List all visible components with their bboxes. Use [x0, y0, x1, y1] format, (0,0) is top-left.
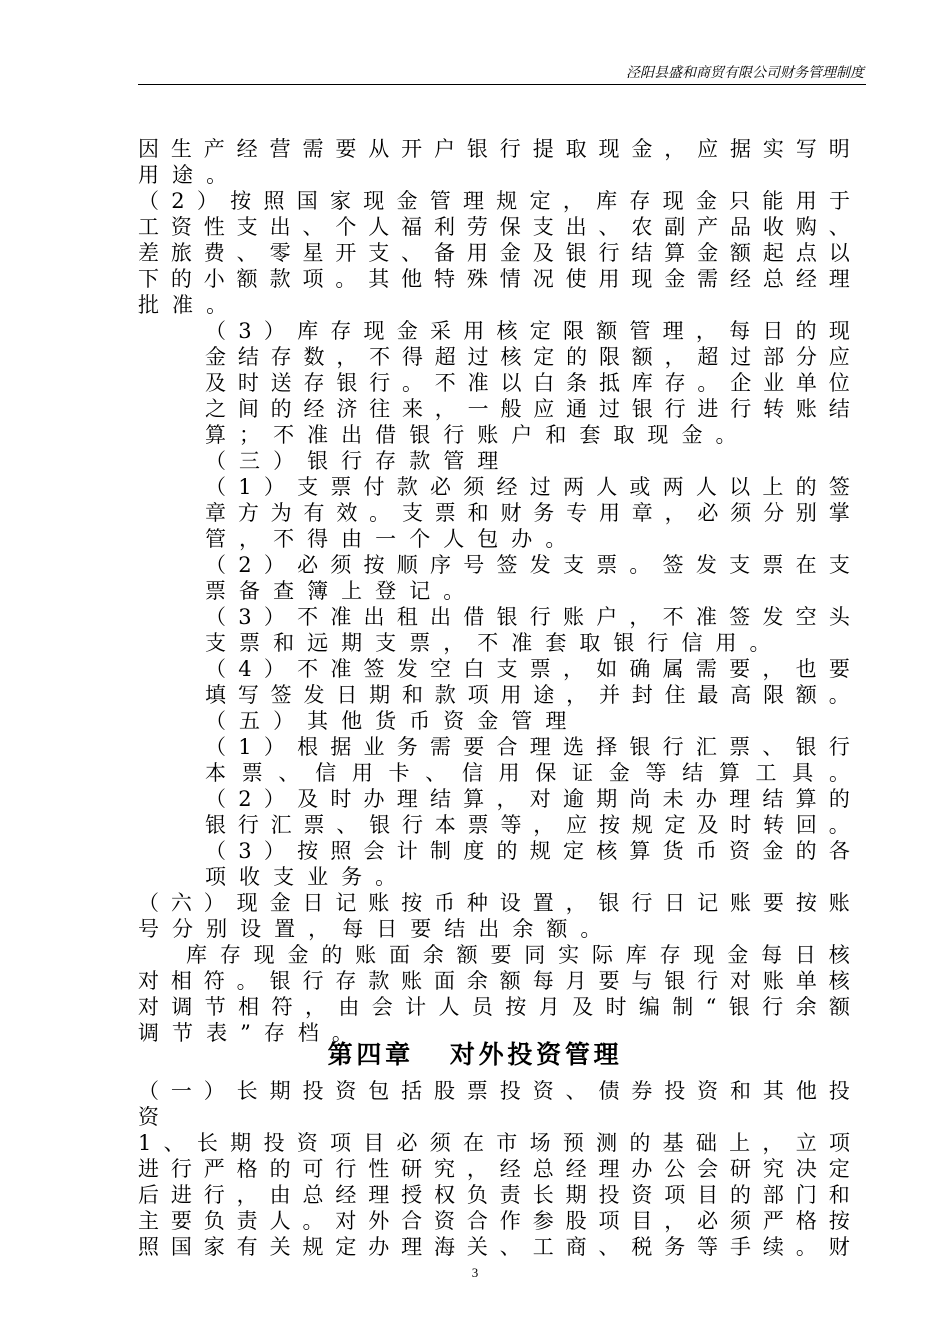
text-line: 照 国 家 有 关 规 定 办 理 海 关 、 工 商 、 税 务 等 手 续 。 财: [138, 1235, 850, 1259]
text-line: 下 的 小 额 款 项 。 其 他 特 殊 情 况 使 用 现 金 需 经 总 经 理: [138, 267, 850, 291]
text-line: （ 2 ） 及 时 办 理 结 算 ， 对 逾 期 尚 未 办 理 结 算 的: [205, 787, 850, 811]
text-line: 资: [138, 1105, 173, 1129]
text-line: 算；不准出借银行账户和套取现金。: [205, 423, 750, 447]
text-line: 填 写 签 发 日 期 和 款 项 用 途 ， 并 封 住 最 高 限 额 。: [205, 683, 850, 707]
text-line: 及 时 送 存 银 行 。 不 准 以 白 条 抵 库 存 。 企 业 单 位: [205, 371, 850, 395]
text-line: （ 1 ） 根 据 业 务 需 要 合 理 选 择 银 行 汇 票 、 银 行: [205, 735, 850, 759]
text-line: （ 4 ） 不 准 签 发 空 白 支 票 ， 如 确 属 需 要 ， 也 要: [205, 657, 850, 681]
text-line: 金 结 存 数 ， 不 得 超 过 核 定 的 限 额 ， 超 过 部 分 应: [205, 345, 850, 369]
text-line: 本 票 、 信 用 卡 、 信 用 保 证 金 等 结 算 工 具 。: [205, 761, 850, 785]
text-line: （五）其他货币资金管理: [205, 709, 580, 733]
text-line: （ 六 ） 现 金 日 记 账 按 币 种 设 置 ， 银 行 日 记 账 要 按 账: [138, 891, 850, 915]
text-line: 之 间 的 经 济 往 来 ， 一 般 应 通 过 银 行 进 行 转 账 结: [205, 397, 850, 421]
text-line: （ 2 ） 必 须 按 顺 序 号 签 发 支 票 。 签 发 支 票 在 支: [205, 553, 850, 577]
text-line: （ 1 ） 支 票 付 款 必 须 经 过 两 人 或 两 人 以 上 的 签: [205, 475, 850, 499]
text-line: 银 行 汇 票 、 银 行 本 票 等 ， 应 按 规 定 及 时 转 回 。: [205, 813, 850, 837]
chapter-label: 第四章: [327, 1040, 414, 1069]
text-line: 票备查簿上登记。: [205, 579, 478, 603]
header-title: 泾阳县盛和商贸有限公司财务管理制度: [626, 65, 864, 81]
text-line: 后 进 行 ， 由 总 经 理 授 权 负 责 长 期 投 资 项 目 的 部 门 和: [138, 1183, 850, 1207]
text-line: 管，不得由一个人包办。: [205, 527, 580, 551]
text-line: 对 调 节 相 符 ， 由 会 计 人 员 按 月 及 时 编 制 “ 银 行 余 额: [138, 995, 850, 1019]
text-line: （ 2 ） 按 照 国 家 现 金 管 理 规 定 ， 库 存 现 金 只 能 用 于: [138, 189, 850, 213]
text-line: 差 旅 费 、 零 星 开 支 、 备 用 金 及 银 行 结 算 金 额 起 点 以: [138, 241, 850, 265]
text-line: （ 3 ） 不 准 出 租 出 借 银 行 账 户 ， 不 准 签 发 空 头: [205, 605, 850, 629]
page-number: 3: [471, 1265, 479, 1280]
chapter-title: [0, 1035, 950, 1071]
text-line: 因 生 产 经 营 需 要 从 开 户 银 行 提 取 现 金 ， 应 据 实 写 明: [138, 137, 850, 161]
text-line: 批准。: [138, 293, 241, 317]
text-line: 1 、 长 期 投 资 项 目 必 须 在 市 场 预 测 的 基 础 上 ， 立 项: [138, 1131, 850, 1155]
text-line: （ 3 ） 按 照 会 计 制 度 的 规 定 核 算 货 币 资 金 的 各: [205, 839, 850, 863]
text-line: （ 一 ） 长 期 投 资 包 括 股 票 投 资 、 债 券 投 资 和 其 他 投: [138, 1079, 850, 1103]
text-line: 进 行 严 格 的 可 行 性 研 究 ， 经 总 经 理 办 公 会 研 究 决 定: [138, 1157, 850, 1181]
text-line: 支票和远期支票，不准套取银行信用。: [205, 631, 784, 655]
text-line: 调节表”存档。: [138, 1021, 366, 1045]
text-line: 项收支业务。: [205, 865, 410, 889]
text-line: 主 要 负 责 人 。 对 外 合 资 合 作 参 股 项 目 ， 必 须 严 格 按: [138, 1209, 850, 1233]
text-line: 号分别设置，每日要结出余额。: [138, 917, 615, 941]
text-line: 库 存 现 金 的 账 面 余 额 要 同 实 际 库 存 现 金 每 日 核: [186, 943, 850, 967]
chapter-name: 对外投资管理: [449, 1040, 623, 1069]
text-line: （ 3 ） 库 存 现 金 采 用 核 定 限 额 管 理 ， 每 日 的 现: [205, 319, 850, 343]
text-line: 用途。: [138, 163, 241, 187]
text-line: 章 方 为 有 效 。 支 票 和 财 务 专 用 章 ， 必 须 分 别 掌: [205, 501, 850, 525]
text-line: 工 资 性 支 出 、 个 人 福 利 劳 保 支 出 、 农 副 产 品 收 购 、: [138, 215, 850, 239]
page-header: [138, 62, 866, 85]
text-line: 对 相 符 。 银 行 存 款 账 面 余 额 每 月 要 与 银 行 对 账 单 核: [138, 969, 850, 993]
text-line: （三）银行存款管理: [205, 449, 512, 473]
